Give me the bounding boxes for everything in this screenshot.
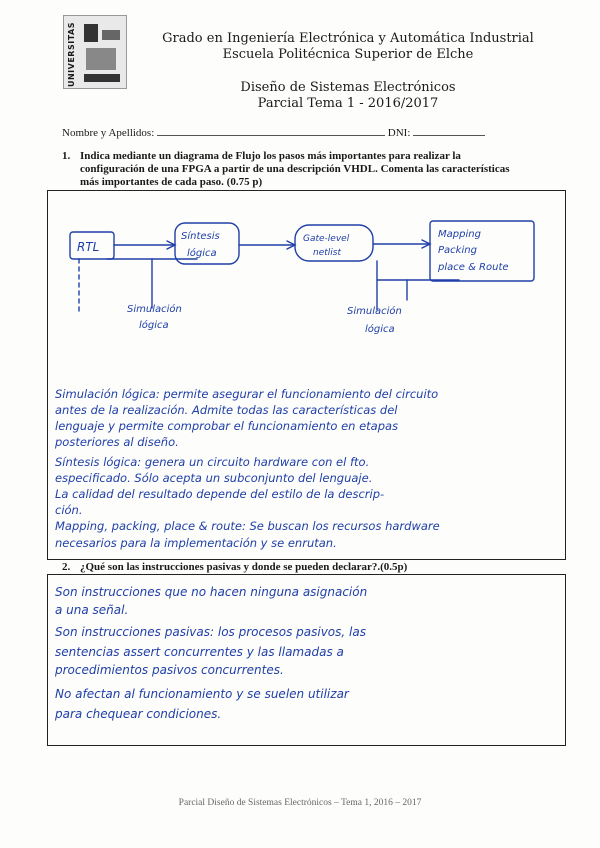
sim1-label-1: Simulación bbox=[127, 304, 182, 315]
logo-block bbox=[102, 30, 120, 40]
exam-title: Parcial Tema 1 - 2016/2017 bbox=[257, 96, 439, 111]
degree-title: Grado en Ingeniería Electrónica y Automática Industrial bbox=[162, 31, 534, 46]
sim1-label-2: lógica bbox=[139, 320, 169, 331]
mapping-label-2: Packing bbox=[438, 245, 477, 256]
school-name: Escuela Politécnica Superior de Elche bbox=[222, 47, 474, 62]
synthesis-label-1: Síntesis bbox=[181, 231, 220, 242]
answer2-line: para chequear condiciones. bbox=[55, 707, 222, 721]
answer1-line: necesarios para la implementación y se enrutan. bbox=[55, 536, 337, 550]
answer2-line: a una señal. bbox=[55, 603, 129, 617]
logo-block bbox=[84, 74, 120, 82]
answer1-line: Síntesis lógica: genera un circuito hardware con el fto. bbox=[55, 455, 370, 469]
sim2-label-2: lógica bbox=[365, 324, 395, 335]
dni-label: DNI: bbox=[387, 127, 411, 139]
q1-number: 1. bbox=[62, 150, 71, 162]
answer2-line: Son instrucciones pasivas: los procesos pasivos, las bbox=[55, 625, 366, 639]
answer1-line: Mapping, packing, place & route: Se buscan los recursos hardware bbox=[55, 519, 440, 533]
answer2-line: No afectan al funcionamiento y se suelen utilizar bbox=[55, 687, 349, 701]
mapping-label-1: Mapping bbox=[438, 229, 481, 240]
name-label: Nombre y Apellidos: bbox=[62, 127, 155, 139]
q1-text-line3: más importantes de cada paso. (0.75 p) bbox=[80, 176, 263, 188]
answer1-line: antes de la realización. Admite todas las características del bbox=[55, 403, 398, 417]
answer2-line: Son instrucciones que no hacen ninguna asignación bbox=[55, 585, 368, 599]
flow-diagram bbox=[47, 190, 566, 370]
logo-text: UNIVERSITAS bbox=[67, 22, 76, 88]
answer2-line: sentencias assert concurrentes y las llamadas a bbox=[55, 645, 344, 659]
answer2-line: procedimientos pasivos concurrentes. bbox=[55, 663, 284, 677]
rtl-label: RTL bbox=[77, 240, 100, 254]
course-title: Diseño de Sistemas Electrónicos bbox=[240, 80, 456, 95]
answer1-line: La calidad del resultado depende del estilo de la descrip- bbox=[55, 487, 385, 501]
q1-text-line2: configuración de una FPGA a partir de una descripción VHDL. Comenta las características bbox=[80, 163, 510, 175]
university-logo bbox=[63, 15, 127, 89]
sim2-label-1: Simulación bbox=[347, 306, 402, 317]
q1-text-line1: Indica mediante un diagrama de Flujo los pasos más importantes para realizar la bbox=[80, 150, 461, 162]
answer1-line: especificado. Sólo acepta un subconjunto del lenguaje. bbox=[55, 471, 373, 485]
q2-number: 2. bbox=[62, 561, 71, 573]
name-row bbox=[62, 127, 485, 139]
logo-block bbox=[86, 48, 116, 70]
answer1-line: ción. bbox=[55, 503, 83, 517]
netlist-label-2: netlist bbox=[313, 248, 341, 258]
netlist-label-1: Gate-level bbox=[303, 234, 350, 244]
page-footer: Parcial Diseño de Sistemas Electrónicos – Tema 1, 2016 – 2017 bbox=[178, 798, 422, 808]
answer1-line: posteriores al diseño. bbox=[55, 435, 179, 449]
dni-field[interactable] bbox=[413, 135, 485, 136]
name-field[interactable] bbox=[157, 135, 385, 136]
q2-text: ¿Qué son las instrucciones pasivas y donde se pueden declarar?.(0.5p) bbox=[80, 561, 408, 573]
answer1-line: Simulación lógica: permite asegurar el funcionamiento del circuito bbox=[55, 387, 439, 401]
logo-block bbox=[84, 24, 98, 42]
synthesis-label-2: lógica bbox=[187, 248, 217, 259]
mapping-label-3: place & Route bbox=[438, 262, 509, 273]
answer1-line: lenguaje y permite comprobar el funcionamiento en etapas bbox=[55, 419, 399, 433]
